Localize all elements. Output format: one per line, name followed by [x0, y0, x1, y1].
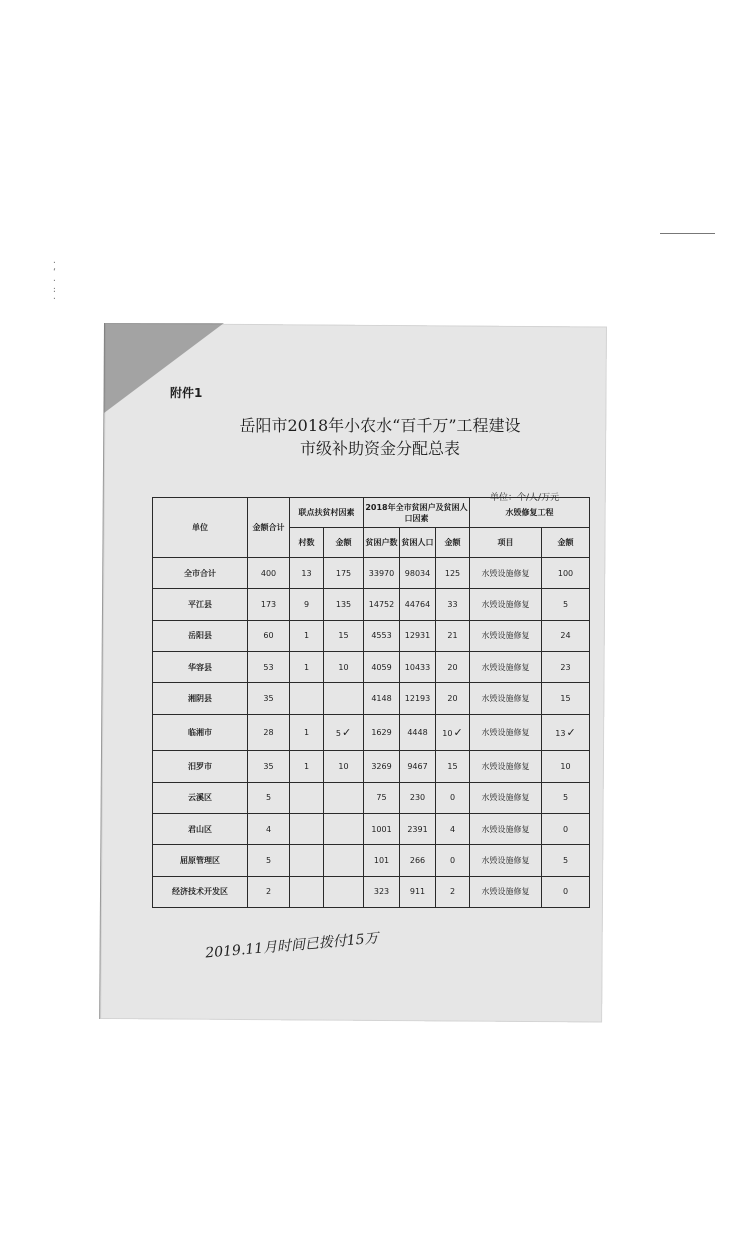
cell-population: 98034	[400, 558, 436, 589]
cell-unit: 平江县	[153, 589, 248, 620]
cell-repair-amount: 0	[542, 813, 590, 844]
cell-villages-amount	[324, 813, 364, 844]
cell-repair-amount: 100	[542, 558, 590, 589]
cell-unit: 屈原管理区	[153, 845, 248, 876]
cell-villages-amount	[324, 714, 364, 751]
cell-population: 230	[400, 782, 436, 813]
cell-households: 14752	[364, 589, 400, 620]
cell-total: 35	[248, 683, 290, 714]
cell-villages	[290, 813, 324, 844]
cell-total: 2	[248, 876, 290, 907]
cell-total: 5	[248, 845, 290, 876]
cell-population: 266	[400, 845, 436, 876]
header-group-poverty-population: 2018年全市贫困户及贫困人口因素	[364, 498, 470, 528]
cell-population-amount	[436, 714, 470, 751]
cell-total: 60	[248, 620, 290, 651]
cell-households: 3269	[364, 751, 400, 782]
header-households: 贫困户数	[364, 528, 400, 558]
table-row	[153, 782, 590, 813]
table-row	[153, 714, 590, 751]
cell-repair-amount	[542, 714, 590, 751]
header-repair-amount: 金额	[542, 528, 590, 558]
document-title-line1: 岳阳市2018年小农水“百千万”工程建设	[239, 416, 521, 435]
cell-villages-amount: 15	[324, 620, 364, 651]
cell-unit: 临湘市	[153, 714, 248, 751]
cell-population-amount: 21	[436, 620, 470, 651]
table-row	[153, 813, 590, 844]
table-row	[153, 651, 590, 682]
cell-households: 1001	[364, 813, 400, 844]
cell-villages-amount	[324, 782, 364, 813]
cell-villages-amount	[324, 845, 364, 876]
cell-project: 水毁设施修复	[470, 589, 542, 620]
cell-unit: 君山区	[153, 813, 248, 844]
checkmark-icon: ✓	[566, 725, 576, 739]
checkmark-icon: ✓	[453, 725, 463, 739]
cell-repair-amount: 0	[542, 876, 590, 907]
cell-repair-amount: 23	[542, 651, 590, 682]
header-population-amount: 金额	[436, 528, 470, 558]
cell-villages: 13	[290, 558, 324, 589]
cell-total: 173	[248, 589, 290, 620]
cell-total: 28	[248, 714, 290, 751]
cell-villages: 1	[290, 651, 324, 682]
cell-unit: 经济技术开发区	[153, 876, 248, 907]
header-population: 贫困人口	[400, 528, 436, 558]
cell-repair-amount: 5	[542, 782, 590, 813]
cell-population-amount: 0	[436, 782, 470, 813]
cell-total: 5	[248, 782, 290, 813]
cell-unit: 湘阴县	[153, 683, 248, 714]
cell-population: 44764	[400, 589, 436, 620]
handwritten-note: 2019.11月时间已拨付15万	[204, 930, 380, 962]
cell-project: 水毁设施修复	[470, 651, 542, 682]
cell-unit: 华容县	[153, 651, 248, 682]
cell-villages	[290, 782, 324, 813]
cell-unit: 汨罗市	[153, 751, 248, 782]
cell-total: 4	[248, 813, 290, 844]
cell-villages	[290, 683, 324, 714]
cell-households: 4553	[364, 620, 400, 651]
cell-total: 53	[248, 651, 290, 682]
cell-population: 12931	[400, 620, 436, 651]
document-title-line2: 市级补助资金分配总表	[299, 439, 460, 458]
cell-project: 水毁设施修复	[470, 683, 542, 714]
scan-edge-marks: · ‘ · : ·	[52, 258, 57, 303]
cell-repair-amount: 5	[542, 845, 590, 876]
cell-villages-amount	[324, 876, 364, 907]
cell-villages-amount-value: 5	[335, 728, 341, 738]
cell-villages: 9	[290, 589, 324, 620]
cell-population-amount: 125	[436, 558, 470, 589]
cell-repair-amount: 15	[542, 683, 590, 714]
cell-population: 9467	[400, 751, 436, 782]
allocation-table	[152, 497, 590, 908]
cell-project: 水毁设施修复	[470, 845, 542, 876]
cell-total: 35	[248, 751, 290, 782]
cell-villages-amount: 10	[324, 751, 364, 782]
cell-villages-amount: 135	[324, 589, 364, 620]
cell-villages: 1	[290, 714, 324, 751]
cell-households: 101	[364, 845, 400, 876]
cell-villages-amount	[324, 683, 364, 714]
attachment-label: 附件1	[170, 386, 203, 400]
cell-population-amount: 4	[436, 813, 470, 844]
cell-villages: 1	[290, 751, 324, 782]
header-group-poverty-villages: 联点扶贫村因素	[290, 498, 364, 528]
table-row	[153, 558, 590, 589]
table-row	[153, 589, 590, 620]
cell-population-amount: 0	[436, 845, 470, 876]
table-row	[153, 683, 590, 714]
cell-population: 2391	[400, 813, 436, 844]
header-unit: 单位	[153, 498, 248, 558]
scan-edge-line	[660, 233, 715, 234]
cell-population-amount: 20	[436, 683, 470, 714]
header-villages: 村数	[290, 528, 324, 558]
cell-villages-amount: 175	[324, 558, 364, 589]
cell-households: 4059	[364, 651, 400, 682]
cell-unit: 岳阳县	[153, 620, 248, 651]
cell-villages	[290, 845, 324, 876]
cell-villages-amount: 10	[324, 651, 364, 682]
cell-project: 水毁设施修复	[470, 813, 542, 844]
cell-households: 4148	[364, 683, 400, 714]
cell-total: 400	[248, 558, 290, 589]
cell-repair-amount: 5	[542, 589, 590, 620]
cell-repair-amount-value: 13	[555, 728, 566, 738]
cell-households: 1629	[364, 714, 400, 751]
header-group-water-repair: 水毁修复工程	[470, 498, 590, 528]
table-row	[153, 620, 590, 651]
table-row	[153, 876, 590, 907]
cell-unit: 全市合计	[153, 558, 248, 589]
cell-population: 12193	[400, 683, 436, 714]
header-villages-amount: 金额	[324, 528, 364, 558]
folded-corner	[104, 323, 224, 413]
cell-project: 水毁设施修复	[470, 558, 542, 589]
cell-households: 33970	[364, 558, 400, 589]
cell-population-amount: 33	[436, 589, 470, 620]
cell-project: 水毁设施修复	[470, 620, 542, 651]
cell-population: 4448	[400, 714, 436, 751]
cell-population: 911	[400, 876, 436, 907]
cell-population-amount-value: 10	[442, 728, 453, 738]
cell-population: 10433	[400, 651, 436, 682]
unit-label: 单位：个/人/万元	[490, 493, 560, 503]
cell-project: 水毁设施修复	[470, 751, 542, 782]
cell-population-amount: 15	[436, 751, 470, 782]
cell-repair-amount: 24	[542, 620, 590, 651]
table-row	[153, 845, 590, 876]
cell-households: 323	[364, 876, 400, 907]
cell-villages: 1	[290, 620, 324, 651]
table-row	[153, 751, 590, 782]
header-total: 金额合计	[248, 498, 290, 558]
checkmark-icon: ✓	[341, 725, 352, 739]
cell-households: 75	[364, 782, 400, 813]
cell-villages	[290, 876, 324, 907]
cell-unit: 云溪区	[153, 782, 248, 813]
cell-repair-amount: 10	[542, 751, 590, 782]
cell-project: 水毁设施修复	[470, 714, 542, 751]
cell-population-amount: 2	[436, 876, 470, 907]
header-project: 项目	[470, 528, 542, 558]
cell-project: 水毁设施修复	[470, 876, 542, 907]
cell-project: 水毁设施修复	[470, 782, 542, 813]
cell-population-amount: 20	[436, 651, 470, 682]
